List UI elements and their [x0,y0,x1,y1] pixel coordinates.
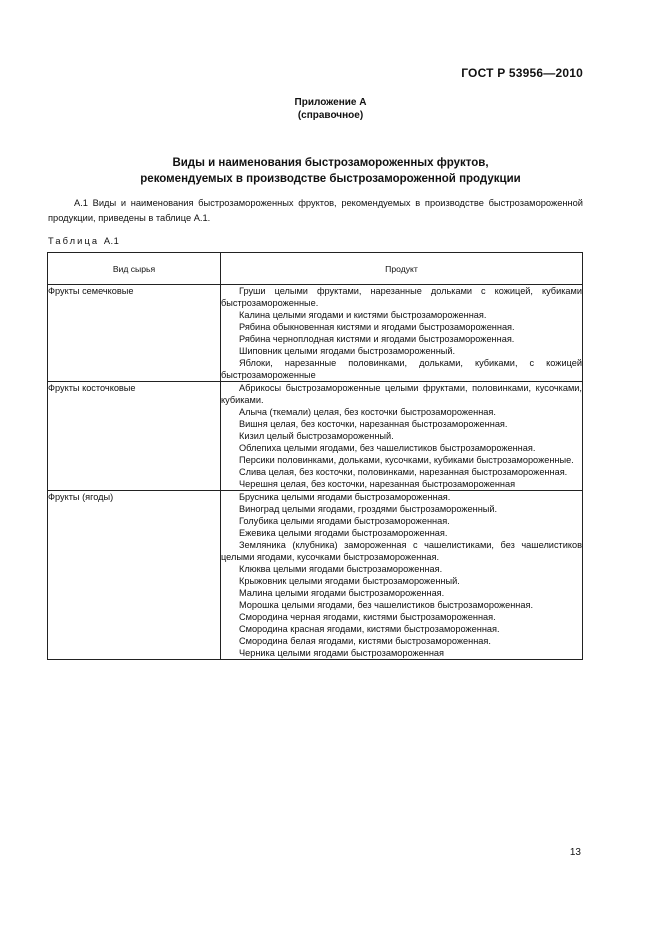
table-row [48,382,583,491]
product-cell [221,285,583,382]
product-line: Шиповник целыми ягодами быстрозамороженный. [239,346,456,356]
table-caption-label: Таблица [48,236,100,246]
product-line: Абрикосы быстрозамороженные целыми фруктами, половинками, кусочками, кубиками. [221,383,582,405]
table-row [48,285,583,382]
table-row [48,491,583,660]
product-line: Смородина черная ягодами, кистями быстрозамороженная. [239,612,496,622]
column-header-raw-type: Вид сырья [48,253,221,285]
product-line: Виноград целыми ягодами, гроздями быстрозамороженный. [239,504,498,514]
product-line: Клюква целыми ягодами быстрозамороженная. [239,564,443,574]
product-line: Алыча (ткемали) целая, без косточки быстрозамороженная. [239,407,496,417]
table-caption-number: А.1 [103,236,120,246]
raw-type-cell: Фрукты косточковые [48,382,221,491]
raw-type-cell: Фрукты (ягоды) [48,491,221,660]
document-code: ГОСТ Р 53956—2010 [461,66,583,80]
product-line: Калина целыми ягодами и кистями быстрозамороженная. [239,310,487,320]
product-line: Черешня целая, без косточки, нарезанная быстрозамороженная [239,479,516,489]
product-line: Крыжовник целыми ягодами быстрозамороженный. [239,576,460,586]
product-line: Земляника (клубника) замороженная с чашелистиками, без чашелистиков целыми ягодами, кусочками быстрозамороженная. [221,540,582,562]
product-line: Смородина красная ягодами, кистями быстрозамороженная. [239,624,500,634]
section-title-line-1: Виды и наименования быстрозамороженных фруктов, [172,157,489,169]
product-line: Черника целыми ягодами быстрозамороженная [239,648,444,658]
table-caption [48,236,119,246]
product-line: Ежевика целыми ягодами быстрозамороженная. [239,528,448,538]
product-cell [221,382,583,491]
appendix-title: Приложение А [294,97,367,108]
product-line: Голубика целыми ягодами быстрозамороженная. [239,516,450,526]
page-number: 13 [569,847,581,858]
product-line: Слива целая, без косточки, половинками, нарезанная быстрозамороженная. [239,467,568,477]
product-line: Яблоки, нарезанные половинками, дольками, кубиками, с кожицей быстрозамороженные [221,358,582,380]
product-line: Малина целыми ягодами быстрозамороженная. [239,588,445,598]
product-line: Морошка целыми ягодами, без чашелистиков быстрозамороженная. [239,600,534,610]
product-line: Кизил целый быстрозамороженный. [239,431,394,441]
product-line: Груши целыми фруктами, нарезанные дольками с кожицей, кубиками быстрозамороженные. [221,286,582,308]
product-line: Смородина белая ягодами, кистями быстрозамороженная. [239,636,491,646]
product-line: Персики половинками, дольками, кусочками, кубиками быстрозамороженные. [239,455,574,465]
intro-paragraph: А.1 Виды и наименования быстрозамороженных фруктов, рекомендуемых в производстве быстрозамороженной продукции, приведены в таблице А.1. [48,198,583,223]
fruit-table [47,252,583,660]
product-line: Вишня целая, без косточки, нарезанная быстрозамороженная. [239,419,508,429]
product-cell [221,491,583,660]
column-header-product: Продукт [221,253,583,285]
product-line: Рябина черноплодная кистями и ягодами быстрозамороженная. [239,334,515,344]
product-line: Брусника целыми ягодами быстрозамороженная. [239,492,451,502]
appendix-subtitle: (справочное) [297,110,364,121]
product-line: Облепиха целыми ягодами, без чашелистиков быстрозамороженная. [239,443,536,453]
section-title-line-2: рекомендуемых в производстве быстрозамороженной продукции [140,173,521,185]
table-header-row [48,253,583,285]
raw-type-cell: Фрукты семечковые [48,285,221,382]
product-line: Рябина обыкновенная кистями и ягодами быстрозамороженная. [239,322,515,332]
